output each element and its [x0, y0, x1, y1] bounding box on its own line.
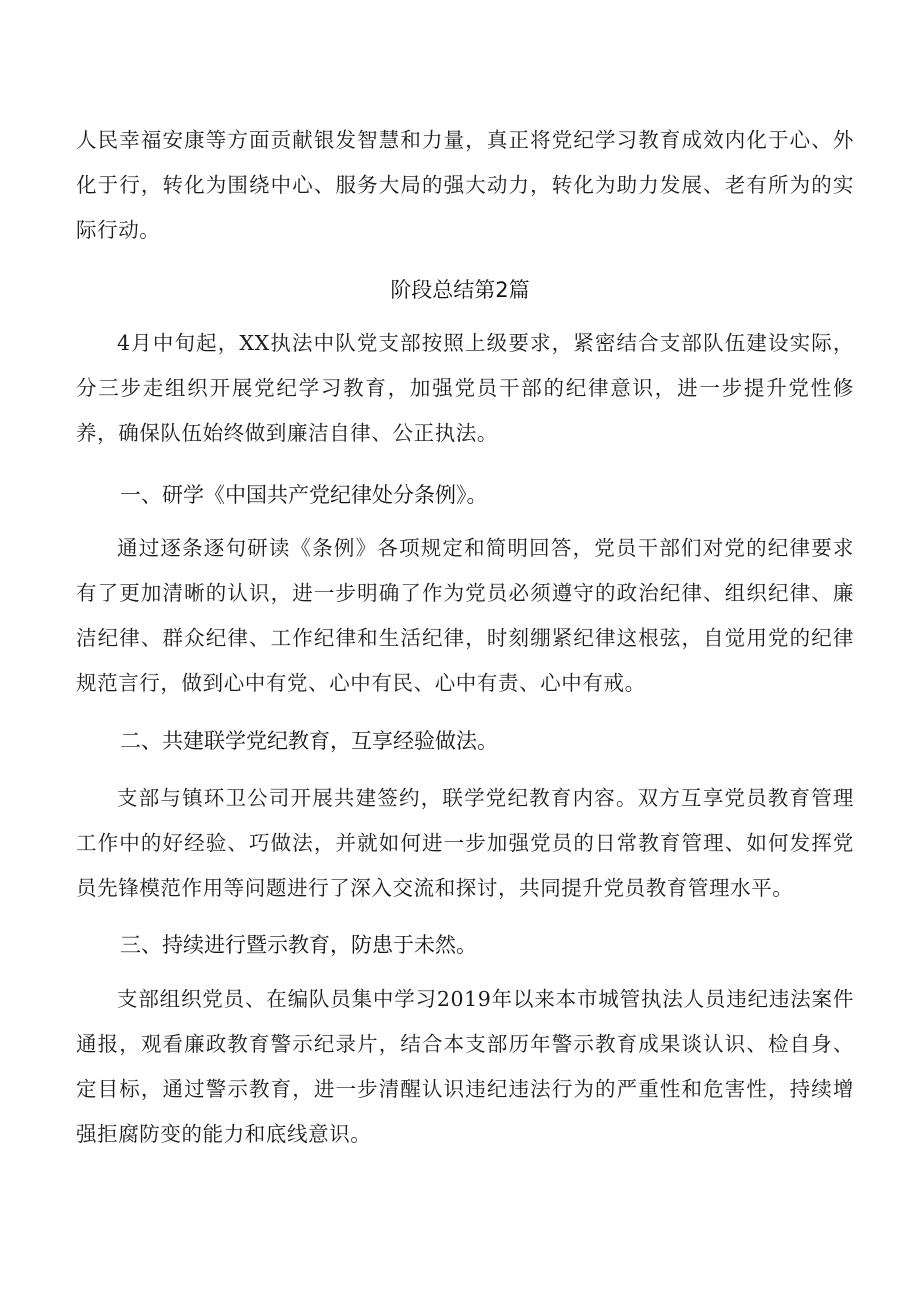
section-body-1: 通过逐条逐句研读《条例》各项规定和简明回答，党员干部们对党的纪律要求有了更加清晰的认识，进一步明确了作为党员必须遵守的政治纪律、组织纪律、廉洁纪律、群众纪律、工作纪律和生活纪律，时刻绷紧纪律这根弦，自觉用党的纪律规范言行，做到心中有党、心中有民、心中有责、心中有戒。 [76, 536, 854, 695]
paragraph-continued: 人民幸福安康等方面贡献银发智慧和力量，真正将党纪学习教育成效内化于心、外化于行，转化为围绕中心、服务大局的强大动力，转化为助力发展、老有所为的实际行动。 [76, 128, 854, 242]
intro-paragraph: 4月中旬起，XX执法中队党支部按照上级要求，紧密结合支部队伍建设实际，分三步走组织开展党纪学习教育，加强党员干部的纪律意识，进一步提升党性修养，确保队伍始终做到廉洁自律、公正执法。 [76, 331, 854, 445]
section-heading-2: 二、共建联学党纪教育，互享经验做法。 [120, 729, 498, 753]
section-heading-1: 一、研学《中国共产党纪律处分条例》。 [120, 483, 488, 507]
section-body-2: 支部与镇环卫公司开展共建签约，联学党纪教育内容。双方互享党员教育管理工作中的好经验、巧做法，并就如何进一步加强党员的日常教育管理、如何发挥党员先锋模范作用等问题进行了深入交流和探讨，共同提升党员教育管理水平。 [76, 786, 854, 900]
section-heading-3: 三、持续进行暨示教育，防患于未然。 [120, 933, 477, 957]
section-body-3: 支部组织党员、在编队员集中学习2019年以来本市城管执法人员违纪违法案件通报，观看廉政教育警示纪录片，结合本支部历年警示教育成果谈认识、检自身、定目标，通过警示教育，进一步清醒认识违纪违法行为的严重性和危害性，持续增强拒腐防变的能力和底线意识。 [76, 987, 854, 1146]
article-title: 阶段总结第2篇 [390, 278, 530, 302]
